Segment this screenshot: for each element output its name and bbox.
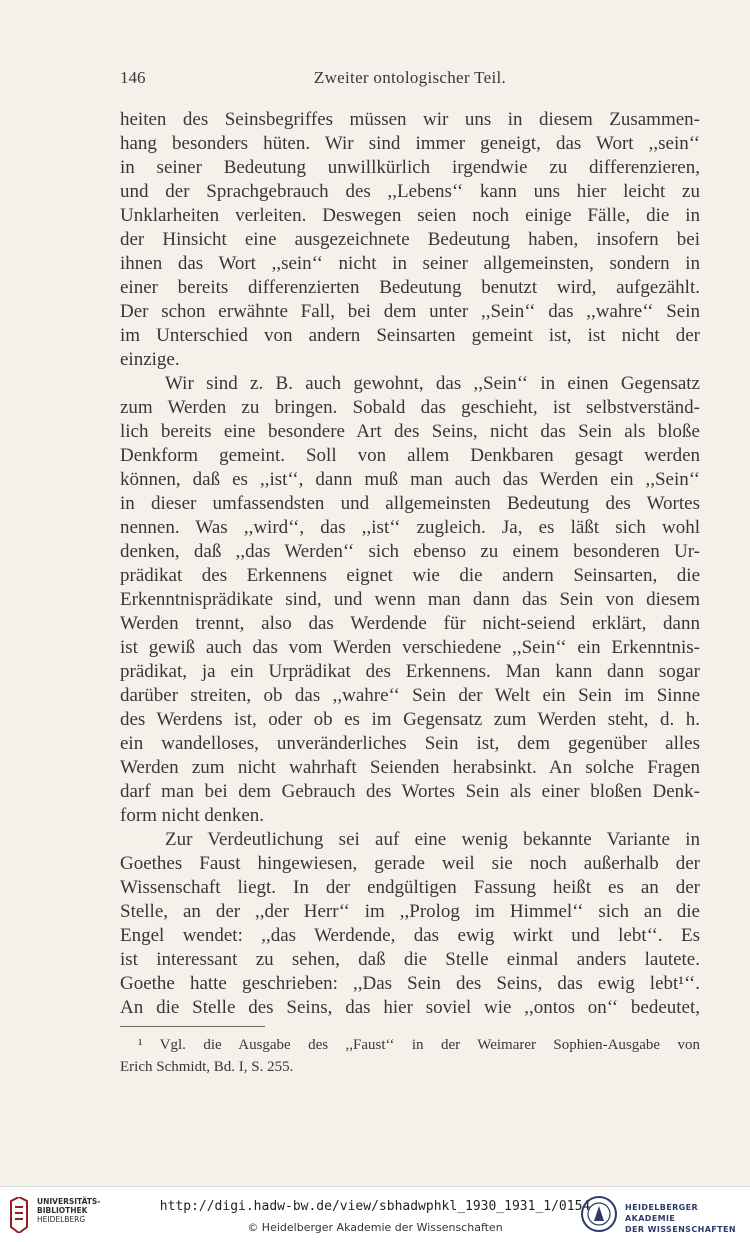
- text-line: Denkform gemeint. Soll von allem Denkbaren gesagt werden: [120, 445, 700, 466]
- text-line: und der Sprachgebrauch des ,,Lebens‘‘ kann uns hier leicht zu: [120, 181, 700, 202]
- text-line: ist interessant zu sehen, daß die Stelle einmal anders lautete.: [120, 949, 700, 970]
- text-line: Werden trennt, also das Werdende für nicht-seiend erklärt, dann: [120, 613, 700, 634]
- text-line: ist gewiß auch das vom Werden verschiedene ,,Sein‘‘ ein Erkenntnis-: [120, 637, 700, 658]
- text-line: des Werdens ist, oder ob es im Gegensatz zum Werden steht, d. h.: [120, 709, 700, 730]
- text-line: hang besonders hüten. Wir sind immer geneigt, das Wort ,,sein‘‘: [120, 133, 700, 154]
- text-line: Werden zum nicht wahrhaft Seienden herabsinkt. An solche Fragen: [120, 757, 700, 778]
- page-number: 146: [120, 68, 146, 87]
- paragraph-start-line: Zur Verdeutlichung sei auf eine wenig bekannte Variante in: [165, 829, 700, 850]
- university-library-label: UNIVERSITÄTS- BIBLIOTHEK HEIDELBERG: [37, 1197, 101, 1224]
- running-head-title: Zweiter ontologischer Teil.: [313, 68, 507, 87]
- text-line: der Hinsicht eine ausgezeichnete Bedeutung haben, insofern bei: [120, 229, 700, 250]
- footnotes: [120, 1034, 700, 1078]
- text-line: ein wandelloses, unveränderliches Sein ist, dem gegenüber alles: [120, 733, 700, 754]
- viewer-footer: [0, 1186, 750, 1242]
- text-line: lich bereits eine besondere Art des Seins, nicht das Sein als bloße: [120, 421, 700, 442]
- text-line: prädikat des Erkennens eignet wie die andern Seinsarten, die: [120, 565, 700, 586]
- text-line: Goethe hatte geschrieben: ,,Das Sein des Seins, das ewig lebt¹‘‘.: [120, 973, 700, 994]
- text-line: darüber streiten, ob das ,,wahre‘‘ Sein der Welt ein Sein im Sinne: [120, 685, 700, 706]
- text-line: in dieser umfassendsten und allgemeinsten Bedeutung des Wortes: [120, 493, 700, 514]
- text-line: Goethes Faust hingewiesen, gerade weil sie noch außerhalb der: [120, 853, 700, 874]
- text-line: darf man bei dem Gebrauch des Wortes Sein als einer bloßen Denk-: [120, 781, 700, 802]
- permalink-url[interactable]: http://digi.hadw-bw.de/view/sbhadwphkl_1930_1931_1/0154: [159, 1199, 591, 1214]
- text-line: im Unterschied von andern Seinsarten gemeint ist, ist nicht der: [120, 325, 700, 346]
- paragraph-start-line: Wir sind z. B. auch gewohnt, das ,,Sein‘‘ in einen Gegensatz: [165, 373, 700, 394]
- footnote-line: ¹ Vgl. die Ausgabe des ,,Faust‘‘ in der Weimarer Sophien-Ausgabe von: [138, 1037, 700, 1053]
- text-line: heiten des Seinsbegriffes müssen wir uns in diesem Zusammen-: [120, 109, 700, 130]
- text-line: einer bereits differenzierten Bedeutung benutzt wird, aufgezählt.: [120, 277, 700, 298]
- running-head: [120, 68, 700, 92]
- footnote-divider: [120, 1026, 265, 1027]
- academy-label: HEIDELBERGER AKADEMIE DER WISSENSCHAFTEN: [625, 1203, 736, 1234]
- copyright-notice: © Heidelberger Akademie der Wissenschaften: [247, 1221, 503, 1234]
- text-line: einzige.: [120, 349, 180, 370]
- body-text: [120, 108, 700, 1020]
- text-line: nennen. Was ,,wird‘‘, das ,,ist‘‘ zugleich. Ja, es läßt sich wohl: [120, 517, 700, 538]
- text-line: Erkenntnisprädikate sind, und wenn man dann das Sein von diesem: [120, 589, 700, 610]
- text-line: zum Werden zu bringen. Sobald das geschieht, ist selbstverständ-: [120, 397, 700, 418]
- text-line: denken, daß ,,das Werden‘‘ sich ebenso zu einem besonderen Ur-: [120, 541, 700, 562]
- text-line: in seiner Bedeutung unwillkürlich irgendwie zu differenzieren,: [120, 157, 700, 178]
- text-line: Der schon erwähnte Fall, bei dem unter ,,Sein‘‘ das ,,wahre‘‘ Sein: [120, 301, 700, 322]
- academy-seal-icon[interactable]: [580, 1195, 618, 1233]
- text-line: Unklarheiten verleiten. Deswegen seien noch einige Fälle, die in: [120, 205, 700, 226]
- text-line: Stelle, an der ,,der Herr‘‘ im ,,Prolog im Himmel‘‘ sich an die: [120, 901, 700, 922]
- text-line: Wissenschaft liegt. In der endgültigen Fassung heißt es an der: [120, 877, 700, 898]
- text-line: prädikat, ja ein Urprädikat des Erkennens. Man kann dann sogar: [120, 661, 700, 682]
- footnote-line: Erich Schmidt, Bd. I, S. 255.: [120, 1059, 294, 1075]
- text-line: form nicht denken.: [120, 805, 265, 826]
- text-line: ihnen das Wort ,,sein‘‘ nicht in seiner allgemeinsten, sondern in: [120, 253, 700, 274]
- text-line: Engel wendet: ,,das Werdende, das ewig wirkt und lebt‘‘. Es: [120, 925, 700, 946]
- text-line: An die Stelle des Seins, das hier soviel wie ,,ontos on‘‘ bedeutet,: [120, 997, 700, 1018]
- text-line: können, daß es ,,ist‘‘, dann muß man auch das Werden ein ,,Sein‘‘: [120, 469, 700, 490]
